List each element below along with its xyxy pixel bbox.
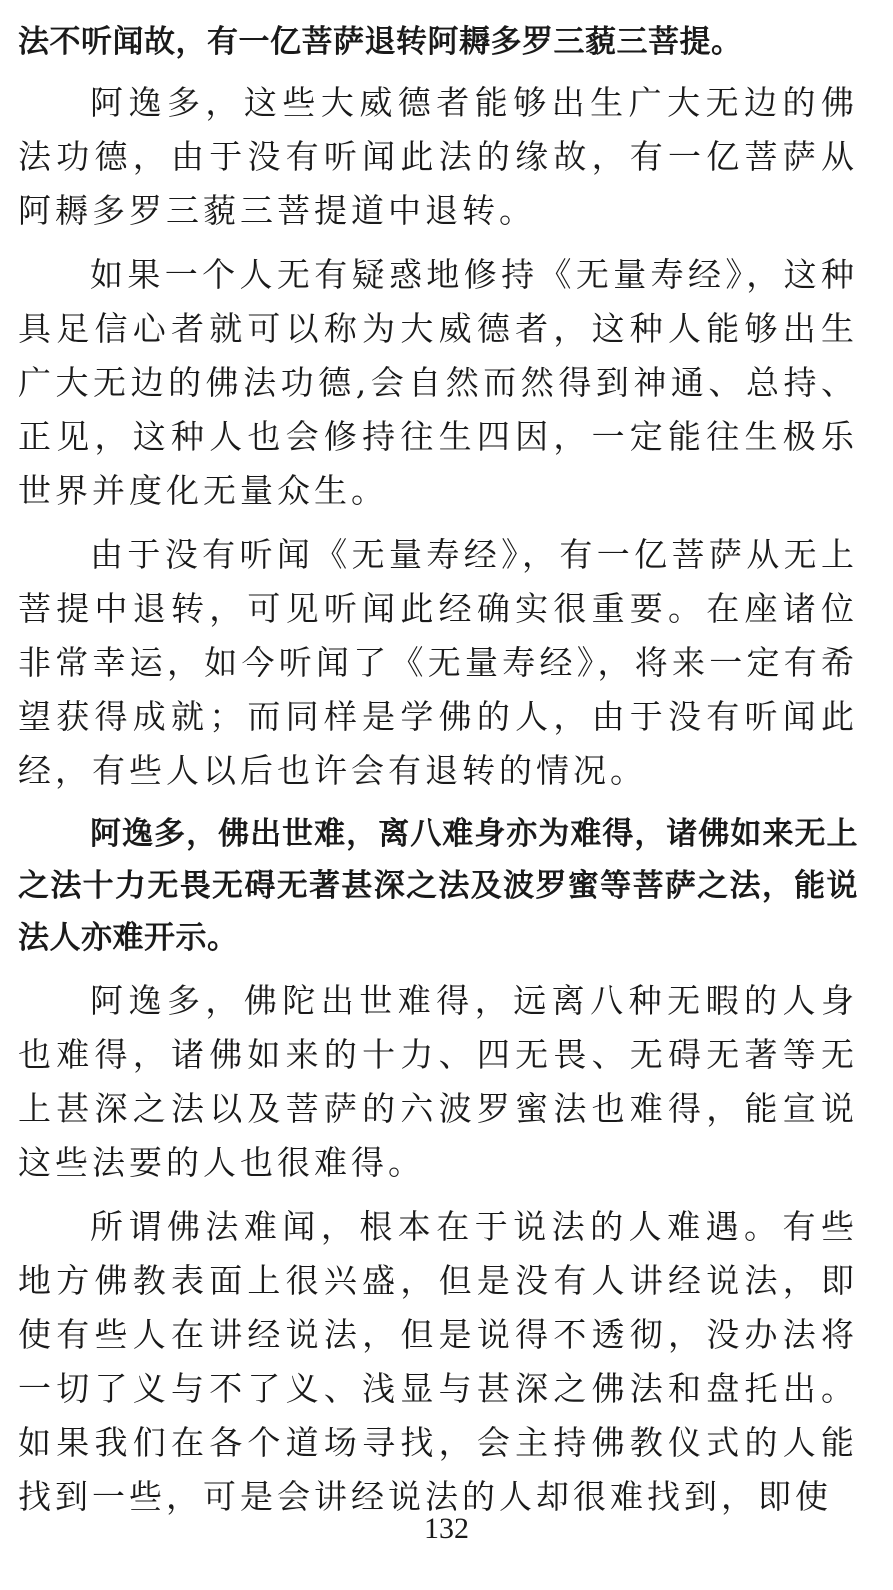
commentary-paragraph-4: 阿逸多，佛陀出世难得，远离八种无暇的人身也难得，诸佛如来的十力、四无畏、无碍无著等无上甚深之法以及菩萨的六波罗蜜法也难得，能宣说这些法要的人也很难得。 <box>18 981 858 1182</box>
sutra-paragraph-2: 阿逸多，佛出世难，离八难身亦为难得，诸佛如来无上之法十力无畏无碍无著甚深之法及波罗蜜等菩萨之法，能说法人亦难开示。 <box>18 816 858 956</box>
commentary-paragraph-2: 如果一个人无有疑惑地修持《无量寿经》，这种具足信心者就可以称为大威德者，这种人能够出生广大无边的佛法功德,会自然而然得到神通、总持、正见，这种人也会修持往生四因，一定能往生极乐世界并度化无量众生。 <box>18 255 858 510</box>
sutra-paragraph-1: 法不听闻故，有一亿菩萨退转阿耨多罗三藐三菩提。 <box>18 24 743 60</box>
commentary-paragraph-1: 阿逸多，这些大威德者能够出生广大无边的佛法功德，由于没有听闻此法的缘故，有一亿菩萨从阿耨多罗三藐三菩提道中退转。 <box>18 83 858 230</box>
commentary-paragraph-3: 由于没有听闻《无量寿经》，有一亿菩萨从无上菩提中退转，可见听闻此经确实很重要。在座诸位非常幸运，如今听闻了《无量寿经》，将来一定有希望获得成就；而同样是学佛的人，由于没有听闻此经，有些人以后也许会有退转的情况。 <box>18 535 858 790</box>
commentary-paragraph-5: 所谓佛法难闻，根本在于说法的人难遇。有些地方佛教表面上很兴盛，但是没有人讲经说法，即使有些人在讲经说法，但是说得不透彻，没办法将一切了义与不了义、浅显与甚深之佛法和盘托出。如果我们在各个道场寻找，会主持佛教仪式的人能找到一些，可是会讲经说法的人却很难找到，即使 <box>18 1207 858 1516</box>
page-body <box>18 16 858 1534</box>
page-number: 132 <box>424 1512 469 1545</box>
